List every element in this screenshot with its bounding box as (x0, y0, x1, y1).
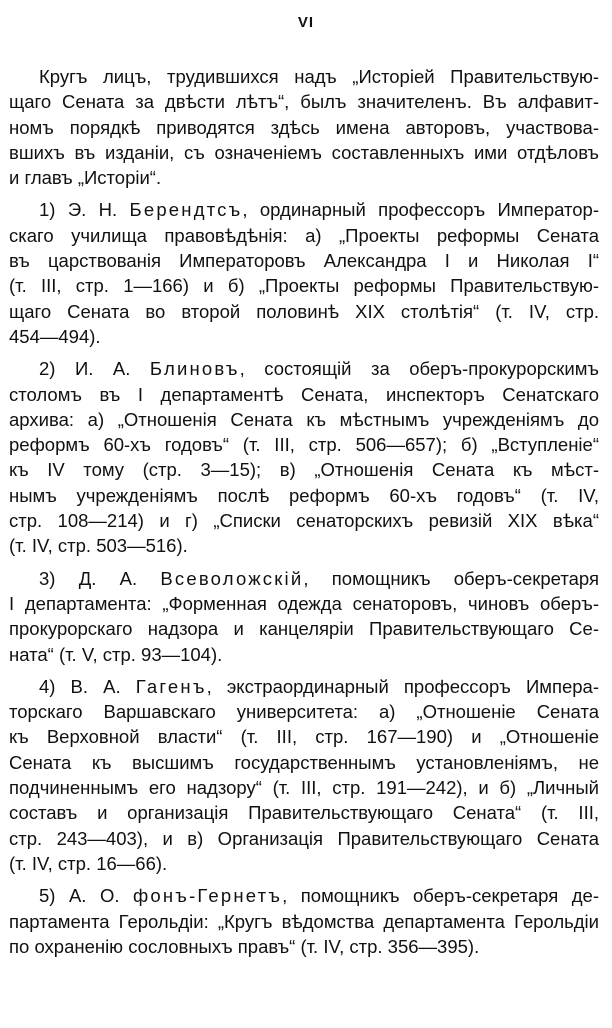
paragraph-author-3 (9, 566, 599, 667)
paragraph-author-4 (9, 674, 599, 876)
entry-prefix: 4) В. А. (39, 675, 136, 697)
entry-prefix: 1) Э. Н. (39, 199, 130, 221)
text-line: прокурорскаго надзора и канцеляріи Правительствующаго Се- (9, 618, 599, 640)
author-name: Всеволожскій (160, 567, 304, 589)
text-line: въ царствованія Императоровъ Александра I и Николая I“ (9, 250, 599, 272)
author-first-line (9, 674, 599, 699)
entry-first-rest: , состоящій за оберъ-прокурорскимъ (239, 358, 599, 380)
text-line: (т. III, стр. 1—166) и б) „Проекты реформы Правительствую- (9, 275, 599, 297)
text-line: Кругъ лицъ, трудившихся надъ „Исторіей Правительствую- (39, 66, 599, 87)
entry-prefix: 2) И. А. (39, 358, 150, 380)
paragraph-author-5 (9, 883, 599, 959)
text-line: щаго Сената во второй половинѣ XIX столѣтія“ (т. IV, стр. (9, 300, 599, 322)
text-line: подчиненнымъ его надзору“ (т. III, стр. 191—242), и б) „Личный (9, 777, 599, 799)
text-line: стр. 108—214) и г) „Списки сенаторскихъ ревизій XIX вѣка“ (9, 510, 599, 532)
text-line: реформъ 60-хъ годовъ“ (т. III, стр. 506—657); б) „Вступленіе“ (9, 434, 599, 456)
author-name: Блиновъ (149, 358, 240, 380)
paragraph-author-1 (9, 197, 599, 349)
text-line: стр. 243—403), и в) Организація Правительствующаго Сената (9, 827, 599, 849)
text-line: I департамента: „Форменная одежда сенаторовъ, чиновъ оберъ- (9, 592, 599, 614)
text-line: къ Верховной власти“ (т. III, стр. 167—190) и „Отношеніе (9, 726, 599, 748)
author-name: Берендтсъ (129, 199, 243, 221)
entry-first-rest: , экстраординарный профессоръ Импера- (206, 675, 599, 697)
paragraph-intro (9, 64, 599, 190)
entry-first-rest: , помощникъ оберъ-секретаря де- (282, 885, 599, 907)
author-first-line (9, 197, 599, 222)
author-name: фонъ-Гернетъ (132, 885, 283, 907)
text-line: номъ порядкѣ приводятся здѣсь имена авторовъ, участвова- (9, 116, 599, 138)
text-line: столомъ въ I департаментѣ Сената, инспекторъ Сенатскаго (9, 383, 599, 405)
text-line: Сената къ высшимъ государственнымъ установленіямъ, не (9, 751, 599, 773)
text-line: партамента Герольдіи: „Кругъ вѣдомства департамента Герольдіи (9, 910, 599, 932)
text-line: по охраненію сословныхъ правъ“ (т. IV, стр. 356—395). (9, 935, 480, 957)
author-first-line (9, 883, 599, 908)
entry-first-rest: , помощникъ оберъ-секретаря (303, 567, 599, 589)
text-line: щаго Сената за двѣсти лѣтъ“, былъ значителенъ. Въ алфавит- (9, 91, 599, 113)
paragraph-author-2 (9, 356, 599, 558)
text-line: нымъ учрежденіямъ послѣ реформъ 60-хъ годовъ“ (т. IV, (9, 484, 599, 506)
author-name: Гагенъ (135, 675, 207, 697)
text-line: торскаго Варшавскаго университета: а) „Отношеніе Сената (9, 701, 599, 723)
entry-prefix: 5) А. О. (39, 885, 133, 907)
entry-prefix: 3) Д. А. (39, 567, 161, 589)
author-first-line (9, 566, 599, 591)
text-line: ната“ (т. V, стр. 93—104). (9, 643, 223, 665)
text-line: вшихъ въ изданіи, съ означеніемъ составленныхъ ими отдѣловъ (9, 141, 599, 163)
body-text (9, 64, 599, 959)
text-line: къ IV тому (стр. 3—15); в) „Отношенія Сената къ мѣст- (9, 459, 599, 481)
text-line: составъ и организація Правительствующаго Сената“ (т. III, (9, 802, 599, 824)
text-line: (т. IV, стр. 16—66). (9, 852, 168, 874)
entry-first-rest: , ординарный профессоръ Император- (242, 199, 599, 221)
page-number: VI (297, 14, 315, 31)
text-line: (т. IV, стр. 503—516). (9, 535, 188, 557)
text-line: скаго училища правовѣдѣнія: а) „Проекты реформы Сената (9, 224, 599, 246)
text-line: 454—494). (9, 325, 101, 347)
text-line: архива: а) „Отношенія Сената къ мѣстнымъ учрежденіямъ до (9, 408, 599, 430)
text-line: и главъ „Исторіи“. (9, 167, 162, 189)
author-first-line (9, 356, 599, 381)
